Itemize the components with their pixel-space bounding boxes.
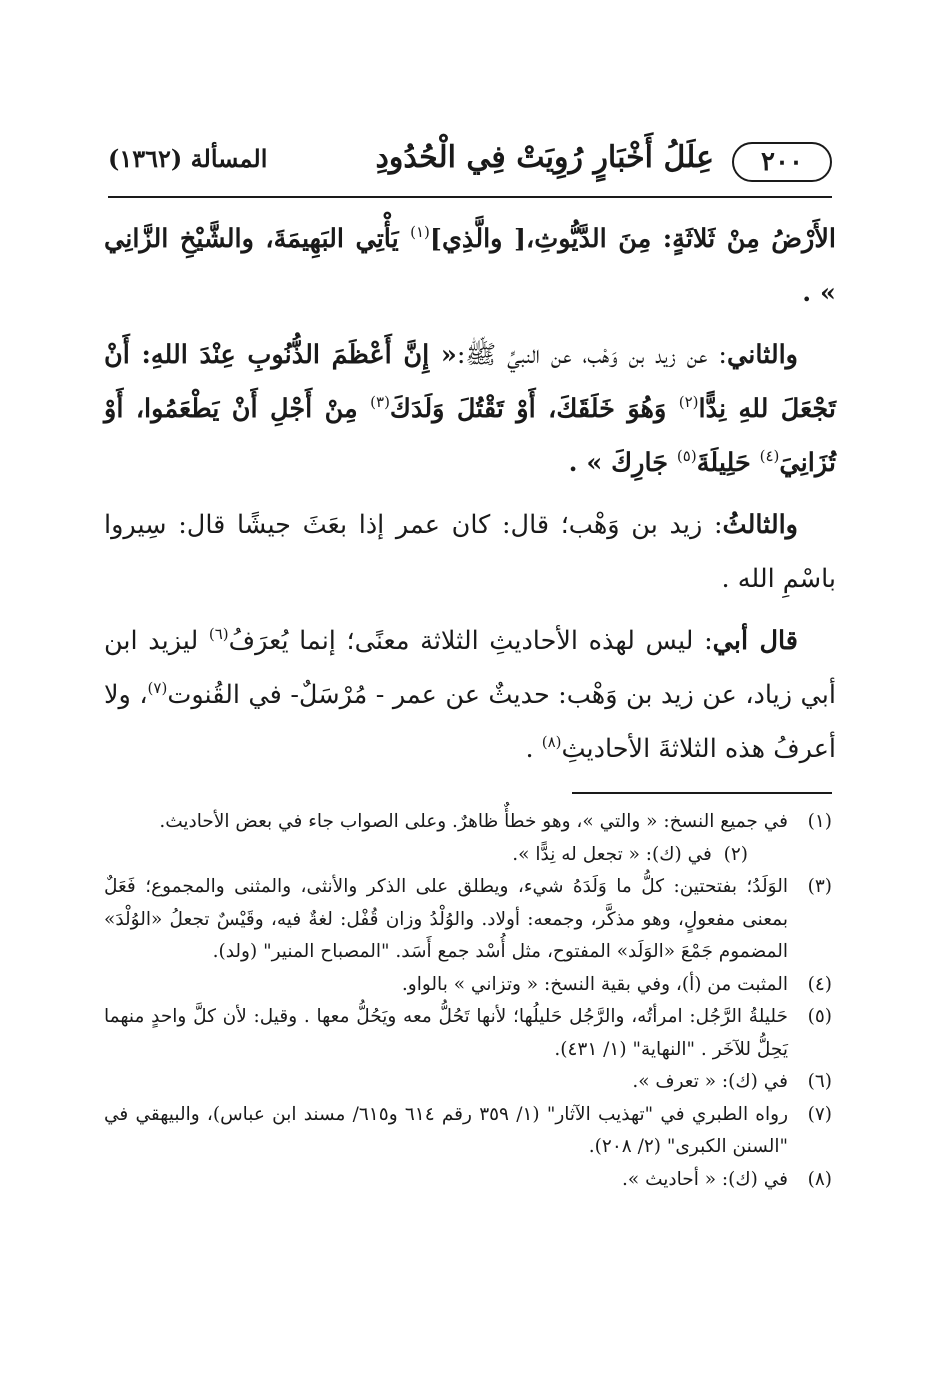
footnote-7 xyxy=(104,1099,832,1164)
footnote-ref-1: (١) xyxy=(410,223,430,241)
p4-text-c: ، ولا أعرفُ هذه الثلاثةَ الأحاديثِ xyxy=(104,680,836,764)
footnote-1-text: في جميع النسخ: « والتي »، وهو خطأٌ ظاهرٌ. وعلى الصواب جاء في بعض الأحاديث. xyxy=(159,811,788,832)
footnote-2-number: (٢) xyxy=(723,843,748,865)
paragraph-3 xyxy=(104,498,836,606)
footnote-6 xyxy=(104,1066,832,1099)
p1-text-a: الأَرْضُ مِنْ ثَلاثَةٍ: مِنَ الدَّيُّوثِ،[ والَّذِي] xyxy=(429,224,836,254)
footnote-ref-8: (٨) xyxy=(541,733,562,751)
footnote-number: (٦) xyxy=(807,1071,832,1092)
p2-quote-b: وَهُوَ خَلَقَكَ، أَوْ تَقْتُلَ وَلَدَكَ xyxy=(389,394,679,424)
page-header xyxy=(108,136,832,198)
p2-quote-d: حَلِيلَةَ xyxy=(696,448,760,478)
footnote-8 xyxy=(104,1164,832,1197)
paragraph-1 xyxy=(104,212,836,320)
p3-text: : زيد بن وَهْب؛ قال: كان عمر إذا بعَثَ جيشًا قال: سِيروا باسْمِ الله . xyxy=(104,510,836,594)
issue-label: المسألة (١٣٦٢) xyxy=(108,144,268,173)
footnote-text: حَليلةُ الرَّجُل: امرأتُه، والرَّجُل حَليلُها؛ لأنها تَحُلُّ معه ويَحُلُّ معها . وقيل: لأن كلَّ واحدٍ منهما يَحِلُّ للآخَر . "النهاية" (١/ ٤٣١). xyxy=(104,1006,788,1060)
p2-quote-a: « إِنَّ أَعْظَمَ الذُّنُوبِ عِنْدَ اللهِ: أَنْ تَجْعَلَ للهِ نِدًّا xyxy=(104,340,836,424)
footnote-number: (٤) xyxy=(807,973,832,995)
footnote-number: (١) xyxy=(807,811,832,832)
footnotes xyxy=(104,806,832,1196)
footnote-text: في (ك): « أحاديث ». xyxy=(622,1168,788,1190)
footnote-number: (٥) xyxy=(807,1006,832,1027)
footnote-separator xyxy=(572,792,832,794)
footnote-3 xyxy=(104,871,832,969)
p4-text-b: ليزيد ابن أبي زياد، عن زيد بن وَهْب: حديثٌ عن عمر - مُرْسَلٌ- في القُنوت xyxy=(104,626,836,710)
p1-text-b: يَأْتِي البَهِيمَةَ، والشَّيْخِ الزَّانِي » . xyxy=(104,224,836,308)
footnote-number: (٨) xyxy=(807,1168,832,1190)
p2-quote-e: جَارِكَ » . xyxy=(568,448,677,478)
footnote-number: (٧) xyxy=(807,1103,832,1125)
footnote-text: في (ك): « تعرف ». xyxy=(632,1071,788,1092)
p3-lead: والثالثُ xyxy=(722,510,798,540)
paragraph-4 xyxy=(104,614,836,776)
p4-text-a: : ليس لهذه الأحاديثِ الثلاثة معنًى؛ إنما يُعرَفُ xyxy=(228,626,713,656)
footnote-ref-5: (٥) xyxy=(676,447,697,465)
book-title: عِلَلُ أَخْبَارٍ رُوِيَتْ فِي الْحُدُودِ xyxy=(375,140,714,175)
footnote-2-text: في (ك): « تجعل له نِدًّا ». xyxy=(512,843,712,865)
footnote-ref-3: (٣) xyxy=(370,393,390,411)
footnote-ref-7: (٧) xyxy=(147,679,168,697)
footnote-1 xyxy=(104,806,832,871)
p2-quote-c: مِنْ أَجْلِ أَنْ يَطْعَمُوا، أَوْ تُزَانِيَ xyxy=(104,394,836,478)
footnote-text: المثبت من (أ)، وفي بقية النسخ: « وتزاني » بالواو. xyxy=(401,973,788,995)
header-rule xyxy=(108,196,832,198)
footnote-ref-2: (٢) xyxy=(678,393,699,411)
page-number: ٢٠٠ xyxy=(732,142,832,182)
p4-text-d: . xyxy=(525,734,542,764)
footnote-ref-4: (٤) xyxy=(759,447,780,465)
footnote-text: رواه الطبري في "تهذيب الآثار" (١/ ٣٥٩ رقم ٦١٤ و٦١٥/ مسند ابن عباس)، والبيهقي في "السنن الكبرى" (٢/ ٢٠٨). xyxy=(104,1103,789,1157)
footnote-ref-6: (٦) xyxy=(208,625,229,643)
paragraph-2 xyxy=(104,328,836,490)
main-text xyxy=(104,212,836,784)
footnote-number: (٣) xyxy=(807,876,832,897)
footnote-text: الوَلَدُ؛ بفتحتين: كلُّ ما وَلَدَهُ شيء، ويطلق على الذكر والأنثى، والمثنى والمجموع؛ فَعَلٌ بمعنى مفعولٍ، وهو مذكَّر، وجمعه: أولاد. والوُلْدُ وزان قُفْل: لغةٌ فيه، وقَيْسٌ تجعلُ «الوُلْدَ» المضموم جَمْعَ «الوَلَد» المفتوح، مثل أُسْد جمع أَسَد. "المصباح المنير" (ولد). xyxy=(104,876,788,962)
footnote-5 xyxy=(104,1001,832,1066)
p2-lead: والثاني xyxy=(727,340,798,370)
footnote-text xyxy=(104,806,788,871)
footnote-4 xyxy=(104,969,832,1002)
p4-lead: قال أبي xyxy=(712,626,798,656)
p2-text-a: : عن زيد بن وَهْب، عن النبيِّ ﷺ: xyxy=(456,340,727,370)
